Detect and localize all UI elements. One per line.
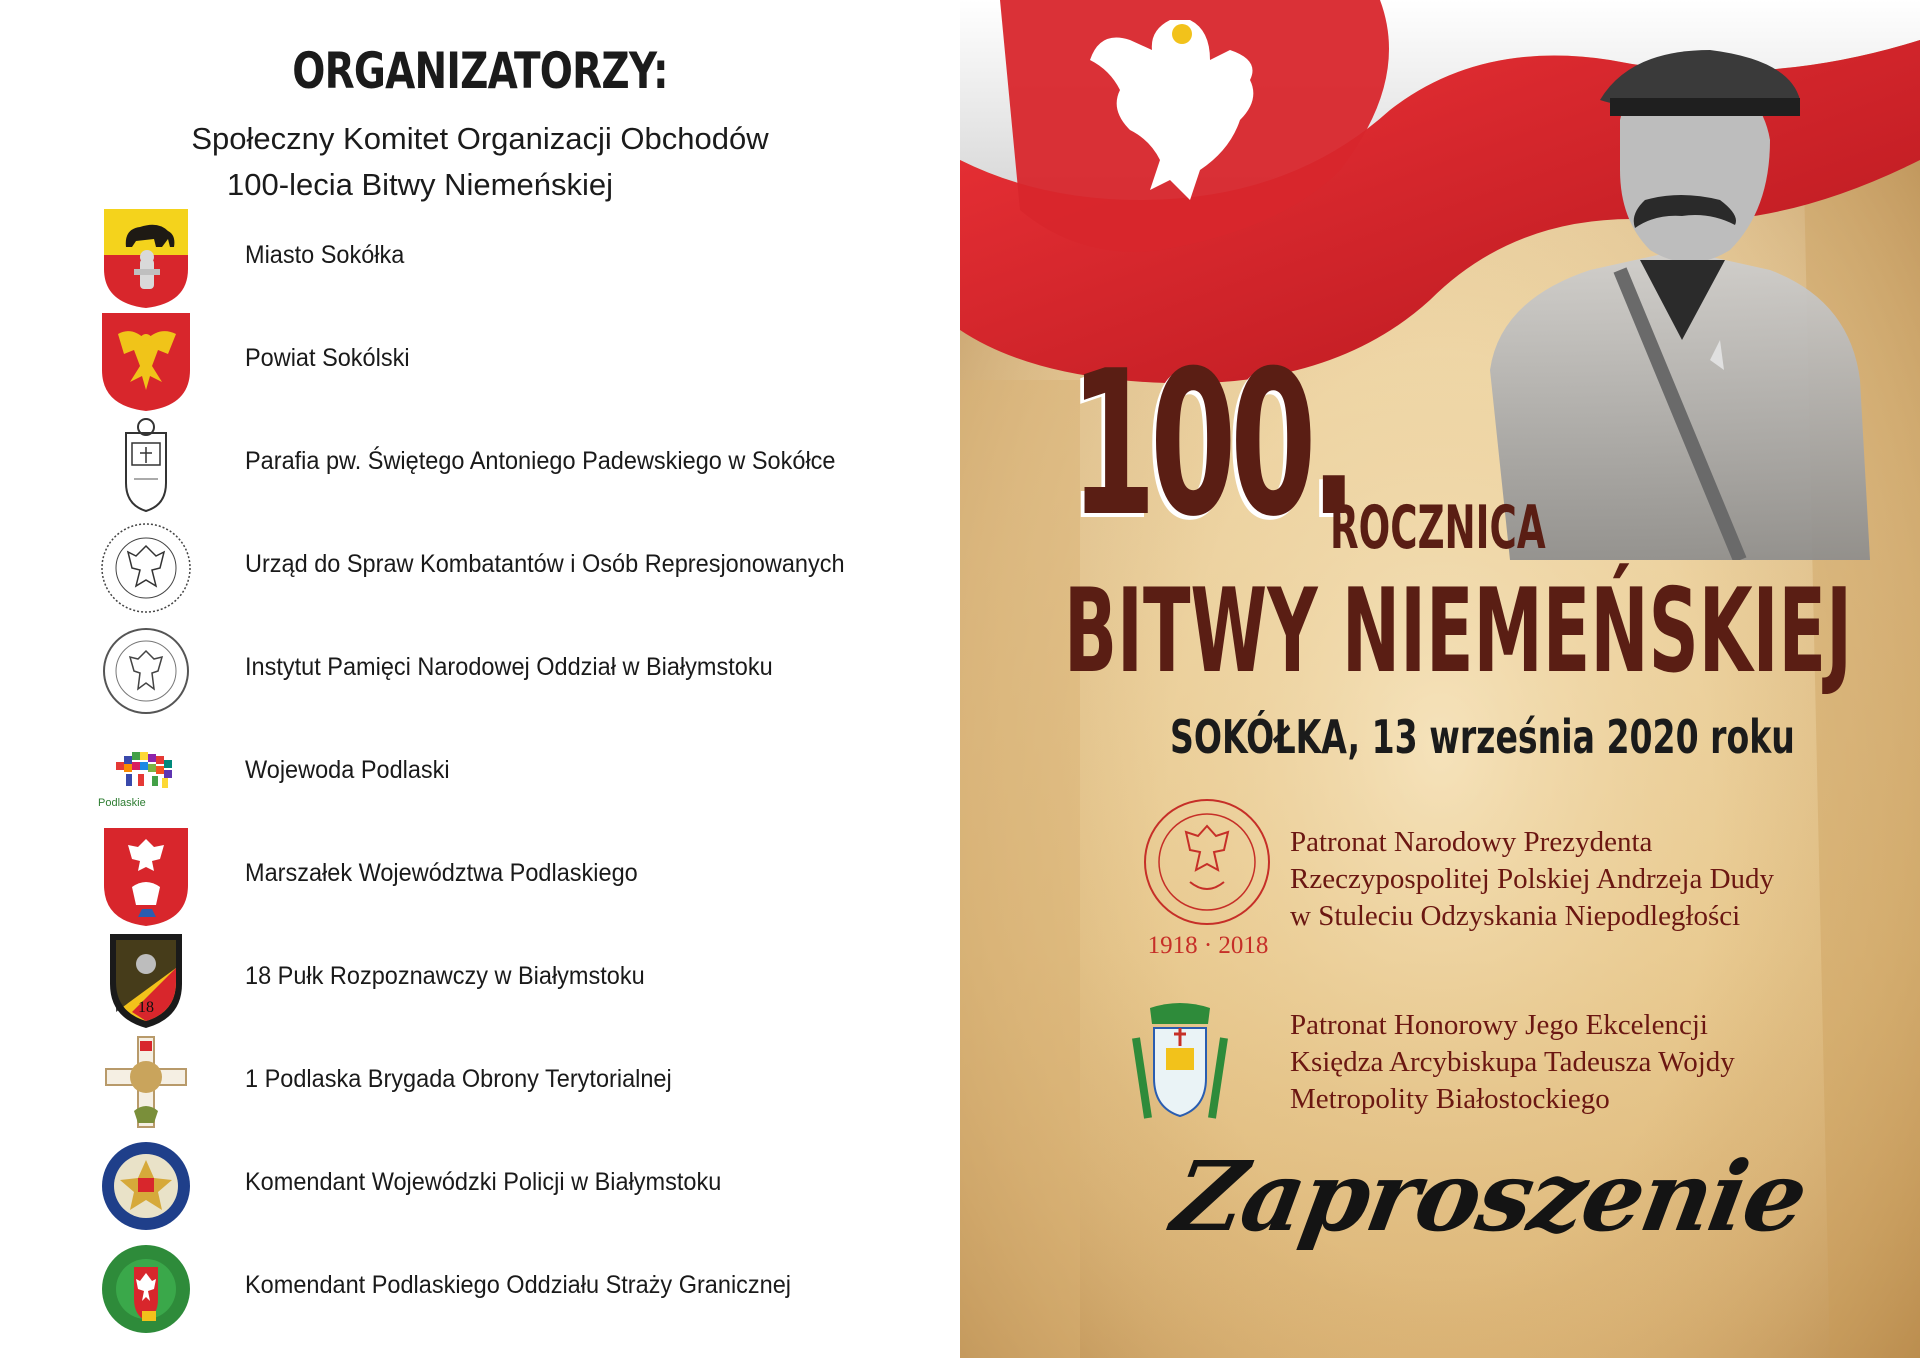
- invitation-heading: Zaproszenie: [1165, 1140, 1814, 1253]
- patronage-line: Księdza Arcybiskupa Tadeusza Wojdy: [1290, 1046, 1735, 1078]
- veterans-office-seal-icon: [96, 516, 196, 619]
- list-item: [0, 516, 960, 619]
- organizer-name: Wojewoda Podlaski: [245, 756, 450, 784]
- invitation-cover: [960, 0, 1920, 1358]
- regiment-badge-icon: [96, 928, 196, 1031]
- patronage-line: Rzeczypospolitej Polskiej Andrzeja Dudy: [1290, 863, 1775, 895]
- list-item: [0, 928, 960, 1031]
- committee-title: [0, 116, 960, 208]
- organizer-name: Urząd do Spraw Kombatantów i Osób Represjonowanych: [245, 550, 845, 578]
- organizer-name: Miasto Sokółka: [245, 241, 405, 269]
- honorary-patronage: [1290, 1007, 1735, 1118]
- organizer-name: Parafia pw. Świętego Antoniego Padewskiego w Sokółce: [245, 447, 836, 475]
- organizer-name: Komendant Podlaskiego Oddziału Straży Granicznej: [245, 1271, 792, 1299]
- organizer-name: 1 Podlaska Brygada Obrony Terytorialnej: [245, 1065, 672, 1093]
- border-guard-badge-icon: [96, 1237, 196, 1340]
- committee-line-1: Społeczny Komitet Organizacji Obchodów: [191, 121, 769, 156]
- anniversary-number: 100.: [1070, 328, 1352, 561]
- list-item: [0, 413, 960, 516]
- ipn-seal-icon: [96, 619, 196, 722]
- list-item: [0, 722, 960, 825]
- parish-emblem-icon: [96, 413, 196, 516]
- marshal-portrait: [1470, 40, 1870, 560]
- list-item: [0, 619, 960, 722]
- list-item: [0, 1134, 960, 1237]
- organizers-heading: ORGANIZATORZY:: [292, 42, 668, 100]
- list-item: [0, 1237, 960, 1340]
- organizer-name: Komendant Wojewódzki Policji w Białymstoku: [245, 1168, 722, 1196]
- podlaskie-logo-text: Podlaskie: [98, 797, 146, 809]
- list-item: [0, 207, 960, 310]
- committee-line-2: 100-lecia Bitwy Niemeńskiej: [227, 167, 613, 202]
- regiment-number: 18: [138, 999, 154, 1016]
- police-badge-icon: [96, 1134, 196, 1237]
- national-patronage: [1290, 824, 1774, 935]
- emblem-years: 1918 · 2018: [1147, 932, 1269, 959]
- patronage-line: Patronat Narodowy Prezydenta: [1290, 826, 1653, 858]
- archbishop-coat-of-arms-icon: [1130, 998, 1230, 1128]
- organizer-name: Marszałek Województwa Podlaskiego: [245, 859, 638, 887]
- event-date: SOKÓŁKA, 13 września 2020 roku: [1170, 710, 1795, 764]
- voivodeship-coat-of-arms-icon: [96, 825, 196, 928]
- podlaskie-bison-logo-icon: [96, 722, 196, 825]
- list-item: [0, 1031, 960, 1134]
- battle-title: BITWY NIEMEŃSKIEJ: [1064, 564, 1852, 699]
- patronage-line: Metropolity Białostockiego: [1290, 1083, 1610, 1115]
- organizer-name: Powiat Sokólski: [245, 344, 410, 372]
- patronage-line: Patronat Honorowy Jego Ekcelencji: [1290, 1009, 1708, 1041]
- patronage-line: w Stuleciu Odzyskania Niepodległości: [1290, 900, 1741, 932]
- list-item: [0, 310, 960, 413]
- organizer-name: 18 Pułk Rozpoznawczy w Białymstoku: [245, 962, 645, 990]
- territorial-defence-cross-icon: [96, 1031, 196, 1134]
- organizer-name: Instytut Pamięci Narodowej Oddział w Białymstoku: [245, 653, 773, 681]
- list-item: [0, 825, 960, 928]
- sokolski-county-eagle-icon: [96, 310, 196, 413]
- sokolka-coat-of-arms-icon: [96, 207, 196, 310]
- anniversary-label: ROCZNICA: [1330, 493, 1546, 563]
